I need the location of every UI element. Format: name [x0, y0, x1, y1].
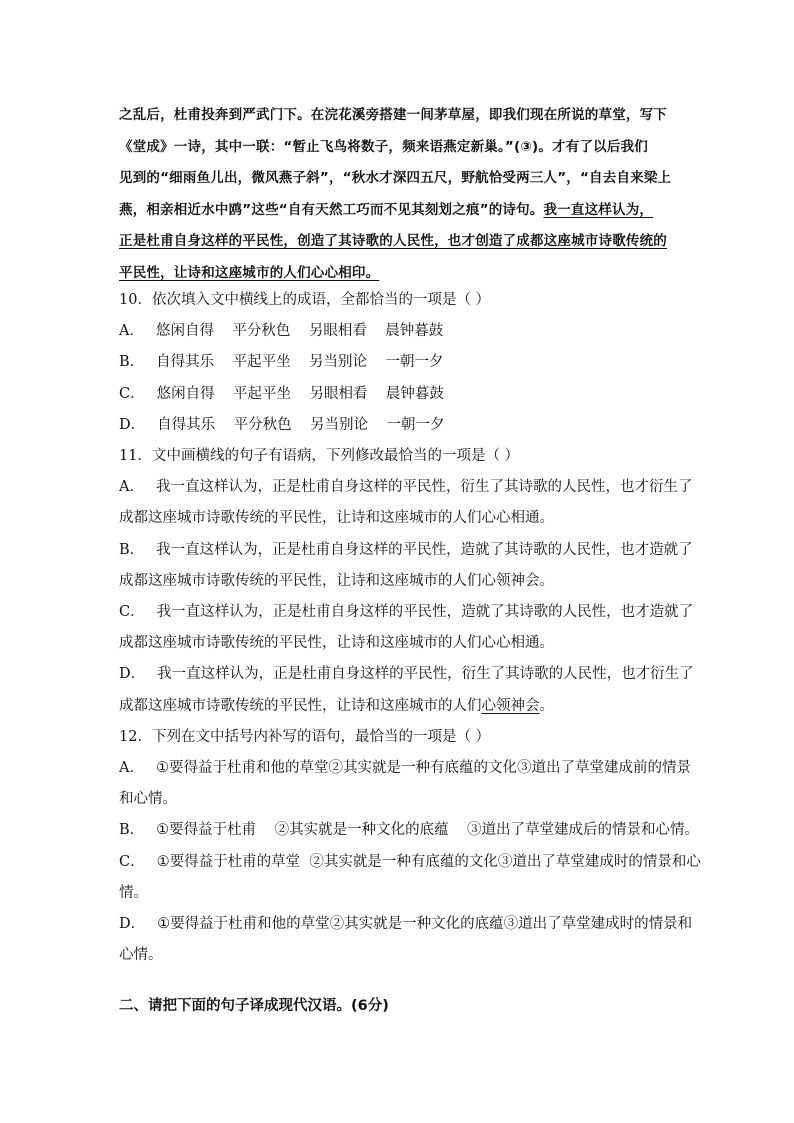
option-12-a[interactable] — [119, 753, 691, 815]
option-text: ①要得益于杜甫和他的草堂②其实就是一种文化的底蕴③道出了草堂建成时的情景和 — [157, 916, 693, 933]
passage-line: 之乱后，杜甫投奔到严武门下。在浣花溪旁搭建一间茅草屋，即我们现在所说的草堂，写下 — [119, 107, 667, 123]
option-11-c[interactable] — [119, 597, 694, 659]
passage-line: 见到的“细雨鱼儿出，微风燕子斜”，“秋水才深四五尺，野航恰受两三人”，“自去自来梁上 — [119, 170, 672, 187]
passage-line: 《堂成》一诗，其中一联：“暂止飞鸟将数子，频来语燕定新巢。”(③)。才有了以后我们 — [119, 138, 648, 155]
option-12-c[interactable] — [119, 847, 701, 909]
option-text: 和心情。 — [119, 791, 177, 808]
passage-line — [119, 195, 679, 227]
option-text: 悠闲自得 平起平坐 另眼相看 晨钟暮鼓 — [156, 385, 444, 402]
option-label: B． — [119, 354, 145, 371]
question-stem-10: 10．依次填入文中横线上的成语，全都恰当的一项是（ ） — [119, 292, 491, 308]
option-text: 心情。 — [119, 947, 163, 964]
option-text: ①要得益于杜甫和他的草堂②其实就是一种有底蕴的文化③道出了草堂建成前的情景 — [155, 760, 691, 777]
option-10-c[interactable] — [119, 379, 679, 410]
option-text: ①要得益于杜甫 ②其实就是一种文化的底蕴 ③道出了草堂建成后的情景和心情。 — [156, 822, 700, 839]
option-10-d[interactable] — [119, 410, 679, 441]
option-label: B． — [119, 541, 145, 558]
option-label: D． — [119, 416, 146, 433]
option-12-b[interactable] — [119, 815, 700, 846]
option-text: ①要得益于杜甫的草堂 ②其实就是一种有底蕴的文化③道出了草堂建成时的情景和心 — [156, 853, 701, 870]
option-label: A． — [119, 479, 144, 496]
option-label: B． — [119, 822, 145, 839]
option-label: D． — [119, 916, 146, 933]
option-label: A． — [119, 760, 144, 777]
option-10-a[interactable] — [119, 316, 679, 347]
option-label: A． — [119, 323, 144, 340]
option-text: 成都这座城市诗歌传统的平民性，让诗和这座城市的人们心领神会。 — [119, 572, 554, 589]
option-text: 自得其乐 平分秋色 另当别论 一朝一夕 — [157, 416, 445, 433]
option-label: C． — [119, 853, 145, 870]
passage-text: 燕，相亲相近水中鸥”这些“自有天然工巧而不见其刻划之痕”的诗句。 — [119, 201, 544, 218]
option-text: 我一直这样认为，正是杜甫自身这样的平民性，衍生了其诗歌的人民性，也才衍生了 — [155, 479, 693, 496]
underlined-phrase: 心领神会 — [481, 697, 540, 714]
option-text: 我一直这样认为，正是杜甫自身这样的平民性，衍生了其诗歌的人民性，也才衍生了 — [157, 666, 694, 683]
section-heading: 二、请把下面的句子译成现代汉语。(6分) — [119, 998, 389, 1014]
option-label: D． — [119, 666, 146, 683]
underlined-sentence-line: 平民性，让诗和这座城市的人们心心相印。 — [119, 264, 380, 281]
option-text: 悠闲自得 平分秋色 另眼相看 晨钟暮鼓 — [155, 323, 444, 340]
option-label: C． — [119, 385, 145, 402]
option-12-d[interactable] — [119, 909, 693, 971]
option-11-a[interactable] — [119, 472, 693, 534]
reading-passage — [119, 100, 679, 290]
option-text: 成都这座城市诗歌传统的平民性，让诗和这座城市的人们 — [119, 697, 482, 714]
option-text: 。 — [539, 697, 554, 714]
option-text: 自得其乐 平起平坐 另当别论 一朝一夕 — [156, 354, 444, 371]
option-label: C． — [119, 604, 145, 621]
option-text: 我一直这样认为，正是杜甫自身这样的平民性，造就了其诗歌的人民性，也才造就了 — [156, 604, 694, 621]
question-list — [119, 285, 701, 971]
option-text: 我一直这样认为，正是杜甫自身这样的平民性，造就了其诗歌的人民性，也才造就了 — [156, 541, 693, 558]
question-stem-11: 11．文中画横线的句子有语病，下列修改最恰当的一项是（ ） — [119, 448, 520, 465]
option-text: 成都这座城市诗歌传统的平民性，让诗和这座城市的人们心心相通。 — [119, 510, 554, 527]
option-10-b[interactable] — [119, 347, 679, 378]
option-11-d[interactable] — [119, 659, 694, 721]
option-11-b[interactable] — [119, 535, 693, 597]
option-text: 情。 — [119, 884, 148, 901]
underlined-sentence-start: 我一直这样认为， — [543, 201, 654, 218]
underlined-sentence-line: 正是杜甫自身这样的平民性，创造了其诗歌的人民性，也才创造了成都这座城市诗歌传统的 — [119, 233, 667, 250]
question-stem-12: 12．下列在文中括号内补写的语句，最恰当的一项是（ ） — [119, 728, 491, 745]
option-text: 成都这座城市诗歌传统的平民性，让诗和这座城市的人们心心相通。 — [119, 635, 554, 652]
